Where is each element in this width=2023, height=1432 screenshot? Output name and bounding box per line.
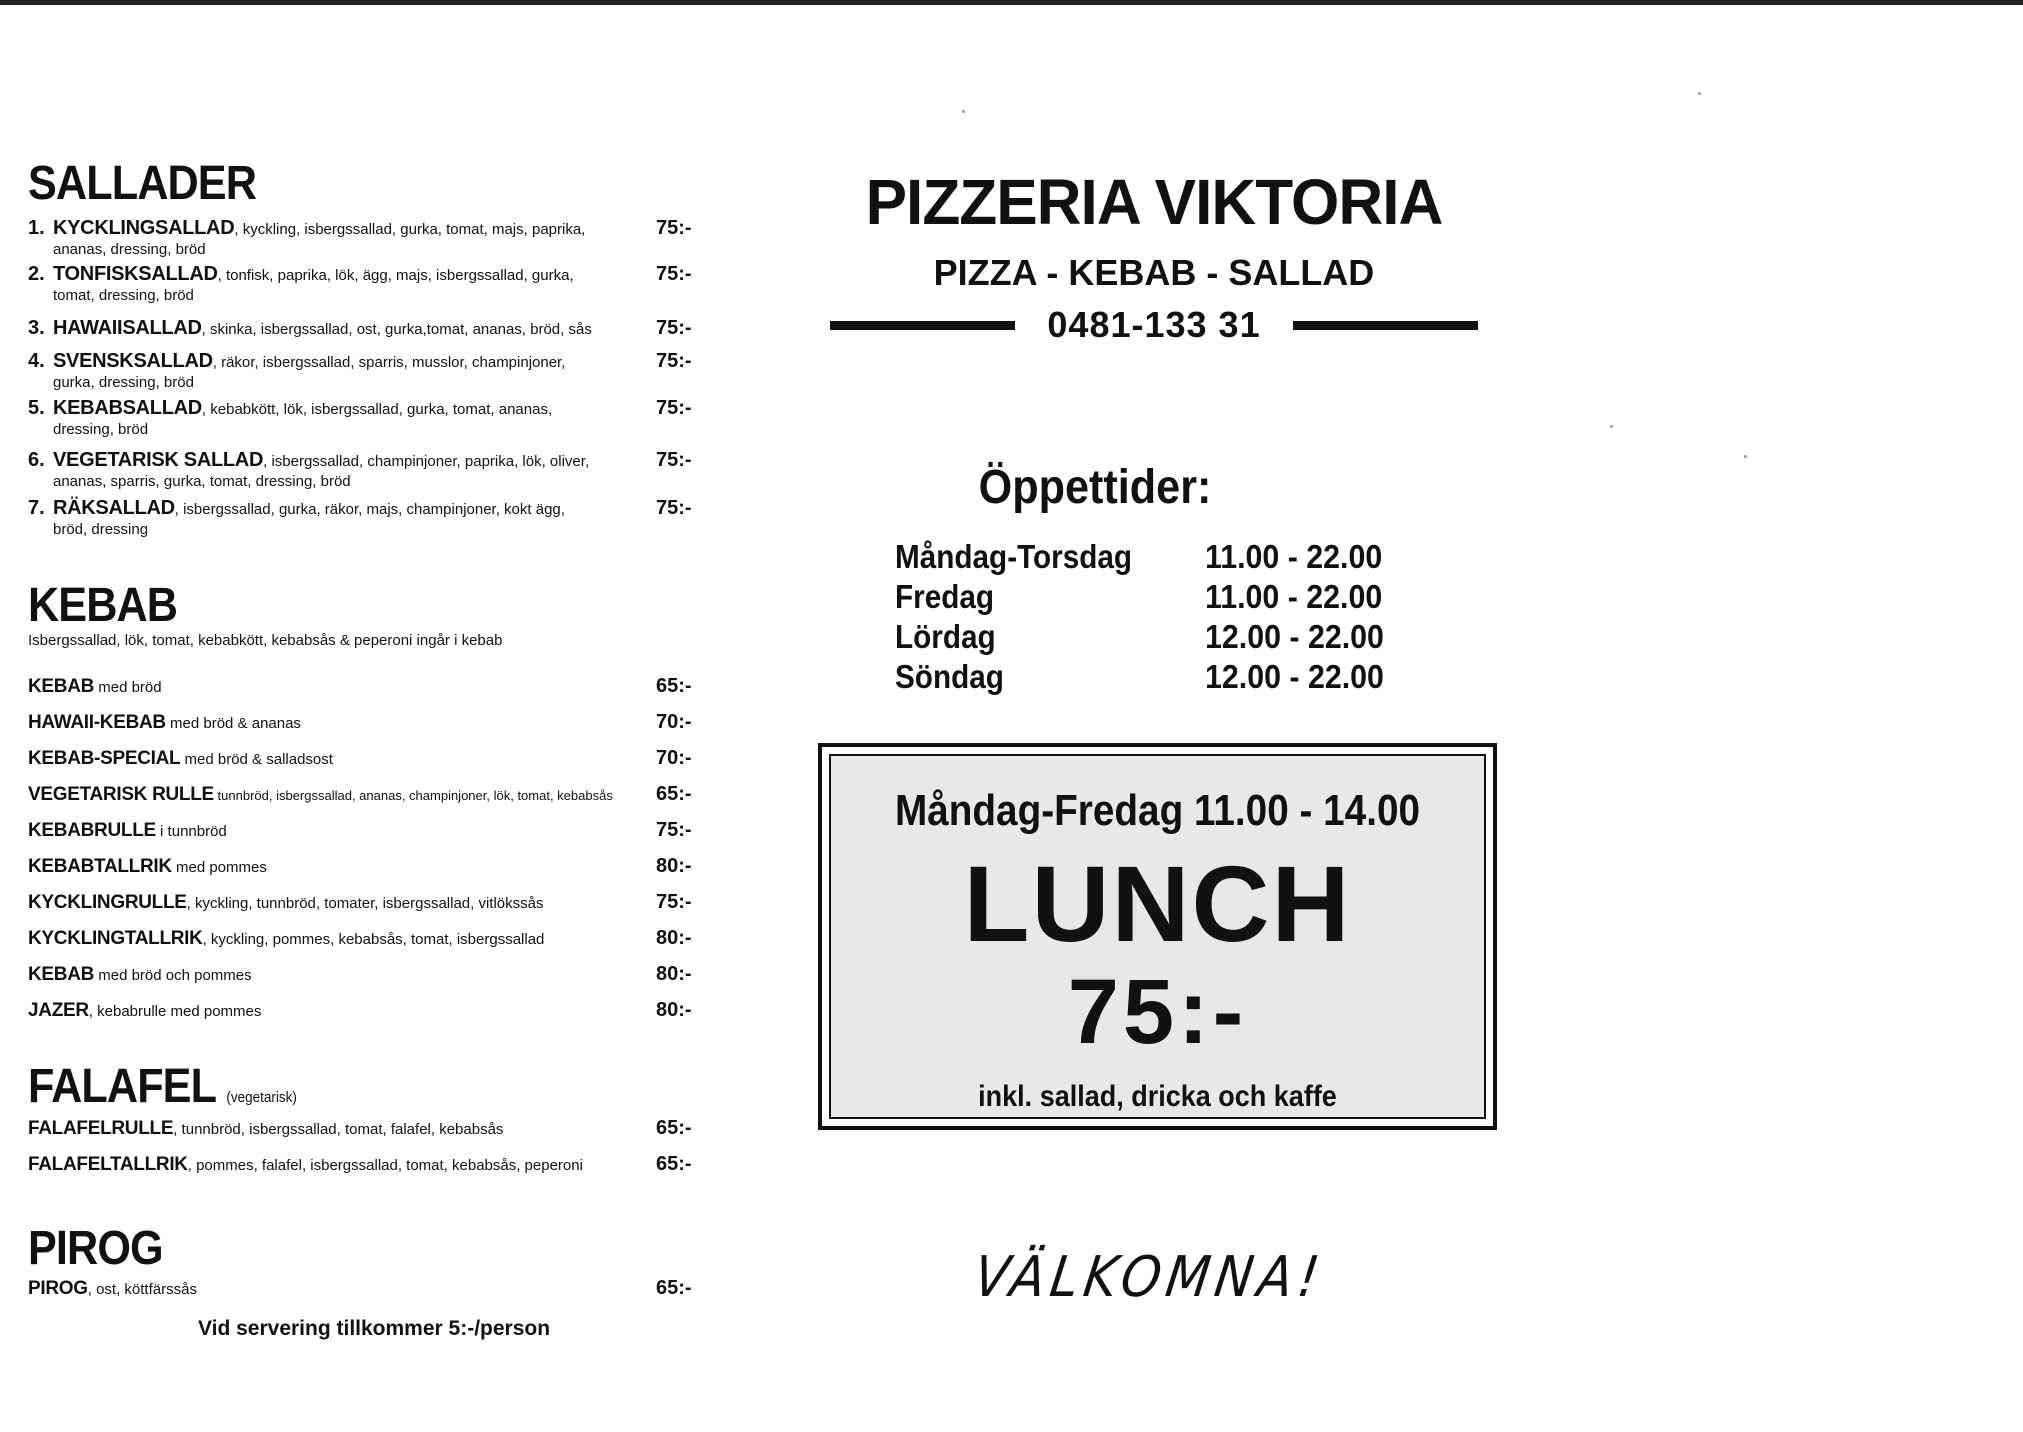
- menu-item: [28, 675, 708, 711]
- hours-time: 12.00 - 22.00: [1205, 618, 1384, 655]
- item-name: KEBAB: [28, 964, 95, 985]
- item-name: PIROG: [28, 1278, 88, 1299]
- item-desc: , skinka, isbergssallad, ost, gurka,tomat, ananas, bröd, sås: [201, 321, 592, 338]
- item-price: 75:-: [656, 819, 692, 841]
- item-desc: , ost, köttfärssås: [87, 1281, 197, 1298]
- item-desc-cont: gurka, dressing, bröd: [53, 374, 194, 391]
- item-desc: , isbergssallad, gurka, räkor, majs, champinjoner, kokt ägg,: [174, 501, 565, 518]
- item-number: 4.: [28, 350, 45, 372]
- menu-item: [28, 264, 708, 318]
- item-number: 2.: [28, 263, 45, 285]
- item-name: RÄKSALLAD: [53, 497, 175, 519]
- restaurant-name: PIZZERIA VIKTORIA: [865, 166, 1443, 238]
- item-name: KEBABSALLAD: [53, 397, 202, 419]
- lunch-price: 75:-: [1067, 961, 1248, 1063]
- section-title: KEBAB: [28, 579, 178, 632]
- menu-item: [28, 819, 708, 855]
- hours-time: 11.00 - 22.00: [1205, 578, 1383, 615]
- section-title: PIROG: [28, 1222, 163, 1275]
- lunch-heading: LUNCH: [963, 843, 1352, 964]
- menu-item: [28, 498, 708, 544]
- phone-number: 0481-133 31: [1047, 304, 1261, 345]
- item-desc: i tunnbröd: [155, 823, 227, 840]
- item-desc: , kebabrulle med pommes: [88, 1003, 262, 1020]
- item-name: TONFISKSALLAD: [53, 263, 218, 285]
- menu-item: [28, 351, 708, 398]
- phone-row: [818, 304, 1490, 346]
- item-name: VEGETARISK RULLE: [28, 784, 214, 805]
- item-desc: med bröd: [94, 679, 162, 696]
- service-note: Vid servering tillkommer 5:-/person: [198, 1317, 551, 1340]
- item-price: 75:-: [656, 497, 692, 519]
- item-price: 75:-: [656, 397, 692, 419]
- menu-item: [28, 450, 708, 498]
- lunch-box-inner: [829, 754, 1486, 1119]
- scan-top-border: [0, 0, 2023, 5]
- item-number: 3.: [28, 317, 45, 339]
- item-name: KEBABRULLE: [28, 820, 156, 841]
- section-kebab: [28, 579, 708, 1035]
- item-name: KYCKLINGSALLAD: [53, 217, 235, 239]
- item-desc-cont: tomat, dressing, bröd: [53, 287, 194, 304]
- item-desc: tunnbröd, isbergssallad, ananas, champinjoner, lök, tomat, kebabsås: [213, 788, 613, 803]
- item-number: 5.: [28, 397, 45, 419]
- item-price: 70:-: [656, 711, 692, 733]
- item-desc-cont: bröd, dressing: [53, 521, 149, 538]
- item-number: 7.: [28, 497, 45, 519]
- item-desc: med pommes: [171, 859, 267, 876]
- hours-day: Måndag-Torsdag: [895, 538, 1133, 575]
- item-desc: , isbergssallad, champinjoner, paprika, lök, oliver,: [263, 453, 590, 470]
- item-desc: , tonfisk, paprika, lök, ägg, majs, isbergssallad, gurka,: [217, 267, 574, 284]
- item-name: JAZER: [28, 1000, 89, 1021]
- item-price: 65:-: [656, 1117, 692, 1139]
- section-falafel: [28, 1060, 708, 1189]
- section-subtitle: Isbergssallad, lök, tomat, kebabkött, kebabsås & peperoni ingår i kebab: [28, 632, 503, 649]
- item-price: 75:-: [656, 449, 692, 471]
- scan-speck: [1698, 92, 1701, 95]
- item-name: HAWAIISALLAD: [53, 317, 202, 339]
- menu-item: [28, 218, 708, 264]
- item-price: 75:-: [656, 263, 692, 285]
- item-price: 80:-: [656, 999, 692, 1021]
- item-desc: , kyckling, tunnbröd, tomater, isbergssallad, vitlökssås: [186, 895, 544, 912]
- item-price: 75:-: [656, 317, 692, 339]
- menu-item: [28, 747, 708, 783]
- hours-title: Öppettider:: [978, 461, 1212, 514]
- item-desc: , kyckling, pommes, kebabsås, tomat, isbergssallad: [202, 931, 545, 948]
- item-price: 65:-: [656, 1277, 692, 1299]
- hours-row: [895, 657, 1455, 697]
- item-price: 75:-: [656, 891, 692, 913]
- menu-item: [28, 398, 708, 450]
- section-note: (vegetarisk): [226, 1089, 297, 1106]
- hours-row: [895, 577, 1455, 617]
- item-price: 70:-: [656, 747, 692, 769]
- item-name: FALAFELRULLE: [28, 1118, 174, 1139]
- lunch-includes: inkl. sallad, dricka och kaffe: [978, 1080, 1337, 1113]
- menu-item: [28, 318, 708, 351]
- item-number: 1.: [28, 217, 45, 239]
- section-title: SALLADER: [28, 157, 256, 210]
- section-title: [28, 1060, 640, 1113]
- lunch-hours: Måndag-Fredag 11.00 - 14.00: [894, 786, 1421, 835]
- item-name: KEBABTALLRIK: [28, 856, 172, 877]
- section-salads: [28, 157, 708, 544]
- item-name: FALAFELTALLRIK: [28, 1154, 188, 1175]
- menu-item: [28, 1153, 708, 1189]
- hours-day: Söndag: [895, 658, 1004, 695]
- item-price: 75:-: [656, 350, 692, 372]
- scan-speck: [1610, 425, 1613, 428]
- menu-item: [28, 855, 708, 891]
- item-price: 80:-: [656, 855, 692, 877]
- section-title-text: FALAFEL: [28, 1060, 216, 1113]
- item-name: KYCKLINGTALLRIK: [28, 928, 203, 949]
- item-desc: med bröd & salladsost: [180, 751, 333, 768]
- item-name: VEGETARISK SALLAD: [53, 449, 264, 471]
- item-name: KEBAB: [28, 676, 95, 697]
- item-desc-cont: ananas, sparris, gurka, tomat, dressing, bröd: [53, 473, 351, 490]
- menu-item: [28, 927, 708, 963]
- menu-item: [28, 1117, 708, 1153]
- item-number: 6.: [28, 449, 45, 471]
- scan-speck: [962, 110, 965, 113]
- item-desc: , kyckling, isbergssallad, gurka, tomat, majs, paprika,: [234, 221, 586, 238]
- menu-item: [28, 783, 708, 819]
- hours-time: 11.00 - 22.00: [1205, 538, 1383, 575]
- item-desc: med bröd och pommes: [94, 967, 252, 984]
- welcome-text: VÄLKOMNA!: [969, 1245, 1329, 1310]
- divider: [1293, 321, 1478, 330]
- item-price: 80:-: [656, 927, 692, 949]
- item-desc: , räkor, isbergssallad, sparris, musslor, champinjoner,: [212, 354, 566, 371]
- menu-item: [28, 999, 708, 1035]
- item-price: 65:-: [656, 1153, 692, 1175]
- item-price: 65:-: [656, 675, 692, 697]
- opening-hours: [895, 460, 1455, 697]
- restaurant-tagline: PIZZA - KEBAB - SALLAD: [933, 252, 1375, 293]
- brand-header: [818, 166, 1490, 346]
- menu-item: [28, 1277, 708, 1307]
- item-desc: , kebabkött, lök, isbergssallad, gurka, tomat, ananas,: [201, 401, 553, 418]
- hours-row: [895, 617, 1455, 657]
- lunch-box: [818, 743, 1497, 1130]
- hours-time: 12.00 - 22.00: [1205, 658, 1384, 695]
- item-desc: , pommes, falafel, isbergssallad, tomat, kebabsås, peperoni: [187, 1157, 583, 1174]
- menu-item: [28, 891, 708, 927]
- menu-column: [28, 157, 708, 1341]
- item-name: KEBAB-SPECIAL: [28, 748, 181, 769]
- item-name: SVENSKSALLAD: [53, 350, 213, 372]
- item-desc-cont: ananas, dressing, bröd: [53, 241, 206, 258]
- item-desc: med bröd & ananas: [165, 715, 301, 732]
- item-price: 80:-: [656, 963, 692, 985]
- section-pirog: [28, 1222, 708, 1341]
- item-desc: , tunnbröd, isbergssallad, tomat, falafel, kebabsås: [173, 1121, 504, 1138]
- hours-day: Fredag: [895, 578, 995, 615]
- item-price: 65:-: [656, 783, 692, 805]
- scan-speck: [1744, 455, 1747, 458]
- item-name: HAWAII-KEBAB: [28, 712, 166, 733]
- item-name: KYCKLINGRULLE: [28, 892, 187, 913]
- item-price: 75:-: [656, 217, 692, 239]
- menu-item: [28, 711, 708, 747]
- hours-day: Lördag: [895, 618, 996, 655]
- divider: [830, 321, 1015, 330]
- menu-item: [28, 963, 708, 999]
- item-desc-cont: dressing, bröd: [53, 421, 149, 438]
- hours-row: [895, 537, 1455, 577]
